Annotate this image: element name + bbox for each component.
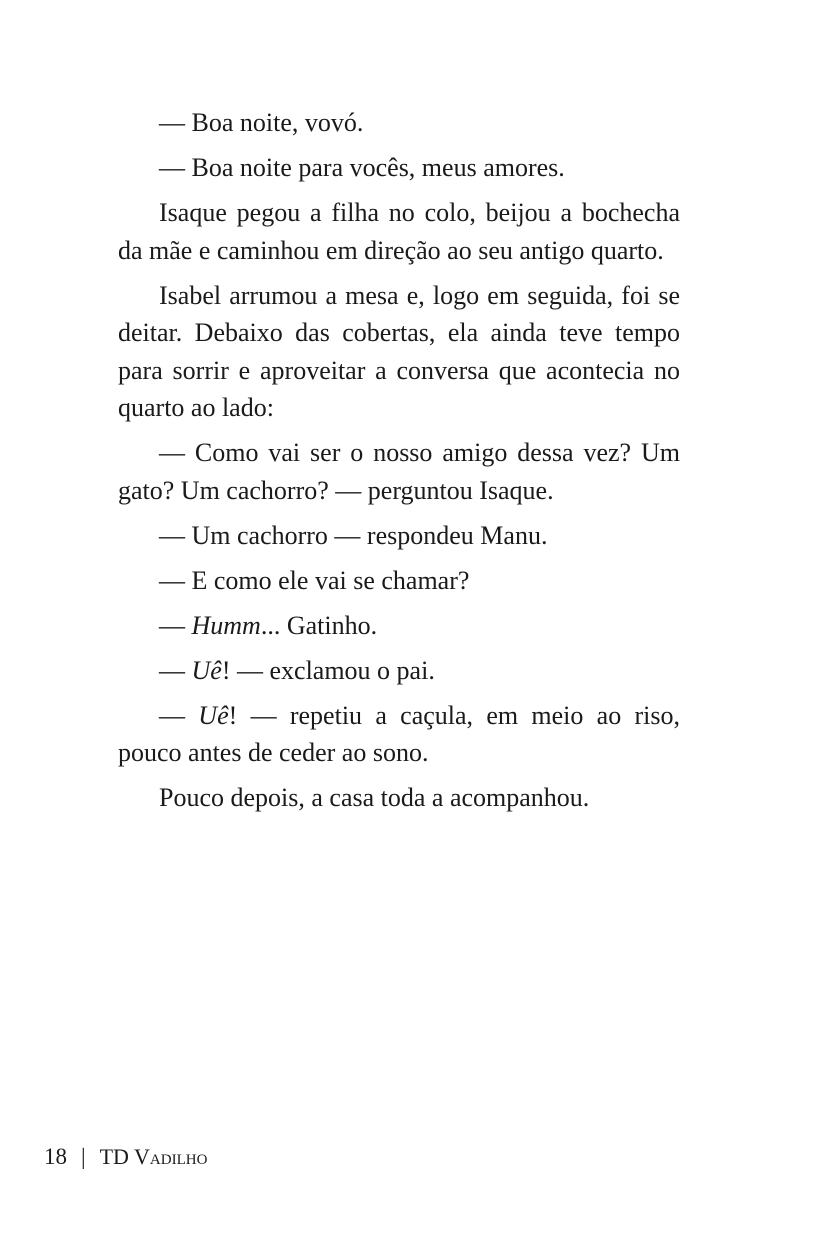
footer-author: TD Vadilho [99,1144,208,1169]
text-run: — [159,655,192,685]
running-footer [44,1141,207,1173]
paragraph [118,697,680,772]
paragraph [118,517,680,555]
paragraph [118,149,680,187]
paragraph [118,277,680,427]
text-run: Pouco depois, a casa toda a acompanhou. [159,783,590,812]
italic-text: Humm [191,610,261,640]
text-run: — Um cachorro — respondeu Manu. [159,520,548,550]
text-run: Isaque pegou a filha no colo, beijou a bochecha da mãe e caminhou em direção ao seu antigo quarto. [118,198,680,265]
italic-text: Uê [191,655,222,685]
text-run: — Boa noite para vocês, meus amores. [159,153,565,182]
text-run: ... Gatinho. [260,610,378,640]
text-run: — [159,610,192,640]
text-run: — [159,700,199,730]
italic-text: Uê [198,700,229,730]
text-run: ! — exclamou o pai. [221,655,435,685]
text-run: — Boa noite, vovó. [159,108,364,137]
paragraph [118,652,680,690]
paragraph [118,562,680,600]
paragraph [118,104,680,142]
text-run: ! — repetiu a caçula, em meio ao riso, pouco antes de ceder ao sono. [118,700,681,767]
paragraph [118,607,680,645]
paragraph [118,779,680,817]
text-run: — Como vai ser o nosso amigo dessa vez? Um gato? Um cachorro? — perguntou Isaque. [118,438,680,505]
text-run: — E como ele vai se chamar? [159,565,470,595]
body-text [118,104,680,824]
page-number: 18 [44,1144,67,1169]
paragraph [118,434,680,509]
footer-separator: | [81,1144,86,1169]
text-run: Isabel arrumou a mesa e, logo em seguida, foi se deitar. Debaixo das cobertas, ela ainda teve tempo para sorrir e aproveitar a conversa que acontecia no quarto ao lado: [118,280,680,422]
paragraph [118,194,680,269]
